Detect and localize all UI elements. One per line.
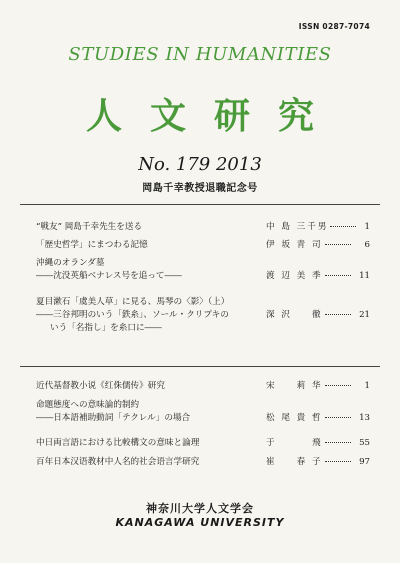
entry-author: 宋 莉 华	[266, 380, 346, 393]
entry-title-line: 夏目漱石「虞美人草」に見る、馬琴の〈影〉（上）	[36, 297, 230, 307]
entry-page: 21	[359, 310, 370, 320]
divider-middle	[20, 366, 380, 367]
entry-author: 伊 坂 青 司	[266, 239, 346, 252]
entry-subtitle: ――沈没英船ベナレス号を追って――	[36, 271, 182, 281]
special-issue-label: 岡島千幸教授退職記念号	[142, 183, 258, 194]
publisher-english: KANAGAWA UNIVERSITY	[115, 516, 285, 529]
title-english: STUDIES IN HUMANITIES	[68, 44, 332, 65]
entry-page: 1	[364, 222, 370, 232]
entry-author: 于 飛	[266, 437, 346, 450]
entry-title: “戦友” 岡島千幸先生を送る	[36, 222, 143, 232]
entry-title-line: 沖縄のオランダ墓	[36, 258, 105, 268]
entry-subtitle-cont: いう「名指し」を糸口に――	[50, 323, 162, 333]
divider-top	[20, 204, 380, 205]
entry-title	[36, 399, 256, 425]
entry-title: 中日両言語における比較構文の意味と論理	[36, 438, 200, 448]
entry-page: 6	[364, 240, 370, 250]
issue-number: No. 179 2013	[138, 154, 262, 175]
title-japanese: 人文研究	[85, 95, 342, 137]
entry-author: 松 尾 貴 哲	[266, 412, 346, 425]
entry-subtitle: ――三谷邦明のいう「鉄糸」、ソール・クリプキの	[36, 310, 229, 320]
entry-page: 13	[359, 413, 370, 423]
issn: ISSN 0287-7074	[298, 22, 370, 31]
entry-author: 崔 春 子	[266, 456, 346, 469]
entry-page: 11	[359, 271, 370, 281]
entry-title	[36, 257, 256, 283]
entry-title: 百年日本汉语教材中人名的社会语言学研究	[36, 457, 200, 467]
publisher-japanese: 神奈川大学人文学会	[146, 502, 254, 515]
entry-title: 近代基督教小说《红侏儒传》研究	[36, 381, 165, 391]
entry-title: 「歴史哲学」にまつわる記憶	[36, 240, 148, 250]
entry-title	[36, 296, 256, 335]
entry-subtitle: ――日本語補助動詞「テクレル」の場合	[36, 413, 191, 423]
entry-title-line: 命題態度への意味論的制約	[36, 400, 140, 410]
entry-page: 97	[359, 457, 370, 467]
entry-author: 渡 辺 美 季	[266, 270, 346, 283]
entry-page: 55	[359, 438, 370, 448]
entry-author: 深 沢 徹	[266, 309, 346, 322]
entry-author: 中 島 三千男	[266, 221, 346, 234]
entry-page: 1	[364, 381, 370, 391]
